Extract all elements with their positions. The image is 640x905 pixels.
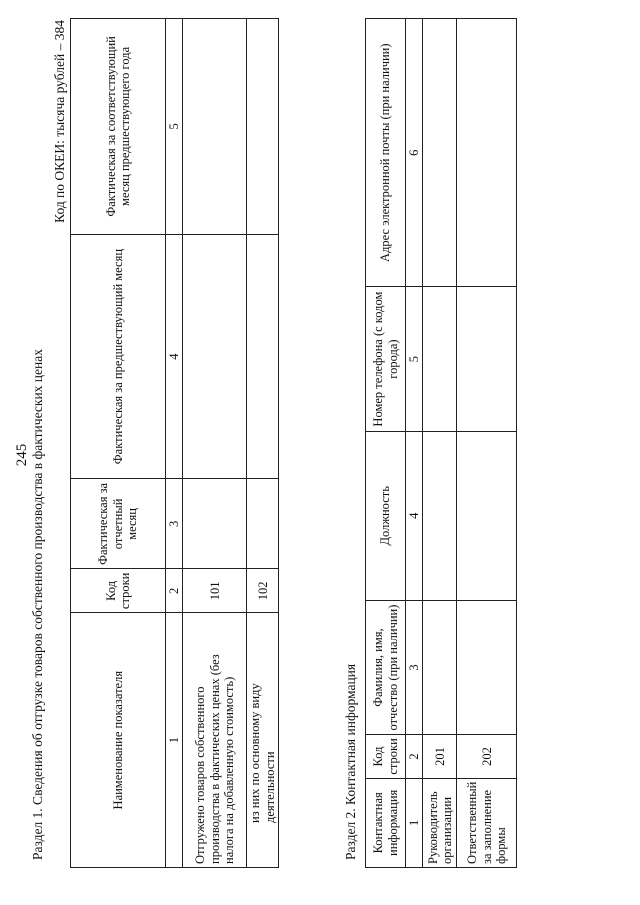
section1-header-row <box>71 19 166 868</box>
value-cell[interactable] <box>247 479 279 569</box>
value-cell[interactable] <box>457 19 517 287</box>
value-cell[interactable] <box>423 431 457 600</box>
section1-table <box>70 18 279 868</box>
section1-number-row <box>166 19 183 868</box>
okei-code: Код по ОКЕИ: тысяча рублей – 384 <box>52 20 67 223</box>
row-name: Ответственный за заполнение формы <box>457 778 517 867</box>
value-cell[interactable] <box>183 234 247 479</box>
header-row-code: Код строки <box>71 569 166 613</box>
header-contact-info: Контактная информация <box>366 778 406 867</box>
col-number: 3 <box>166 479 183 569</box>
table-row <box>457 19 517 868</box>
table-row <box>247 19 279 868</box>
header-position: Должность <box>366 431 406 600</box>
row-code: 201 <box>423 735 457 778</box>
header-actual-report-month: Фактическая за отчетный месяц <box>71 479 166 569</box>
col-number: 1 <box>166 613 183 868</box>
col-number: 2 <box>406 735 423 778</box>
header-email: Адрес электронной почты (при наличии) <box>366 19 406 287</box>
row-code: 102 <box>247 569 279 613</box>
section2-header-row <box>366 19 406 868</box>
row-code: 101 <box>183 569 247 613</box>
section2-title: Раздел 2. Контактная информация <box>343 663 358 860</box>
value-cell[interactable] <box>423 287 457 431</box>
row-name: из них по основному виду деятельности <box>247 613 279 868</box>
col-number: 5 <box>166 19 183 235</box>
col-number: 6 <box>406 19 423 287</box>
value-cell[interactable] <box>247 19 279 235</box>
header-full-name: Фамилия, имя, отчество (при наличии) <box>366 600 406 734</box>
value-cell[interactable] <box>423 600 457 734</box>
col-number: 1 <box>406 778 423 867</box>
page-number: 245 <box>14 443 30 467</box>
value-cell[interactable] <box>457 431 517 600</box>
value-cell[interactable] <box>183 19 247 235</box>
table-row <box>423 19 457 868</box>
col-number: 5 <box>406 287 423 431</box>
value-cell[interactable] <box>457 600 517 734</box>
rotated-page <box>10 10 630 900</box>
value-cell[interactable] <box>247 234 279 479</box>
table-row <box>183 19 247 868</box>
value-cell[interactable] <box>457 287 517 431</box>
col-number: 4 <box>406 431 423 600</box>
header-actual-same-month-last-year: Фактическая за соответствующий месяц предшествующего года <box>71 19 166 235</box>
value-cell[interactable] <box>423 19 457 287</box>
section2-table <box>365 18 517 868</box>
col-number: 4 <box>166 234 183 479</box>
row-name: Отгружено товаров собственного производства в фактических ценах (без налога на добавленную стоимость) <box>183 613 247 868</box>
row-code: 202 <box>457 735 517 778</box>
value-cell[interactable] <box>183 479 247 569</box>
section1-title: Раздел 1. Сведения об отгрузке товаров собственного производства в фактических ценах <box>30 349 45 860</box>
col-number: 2 <box>166 569 183 613</box>
col-number: 3 <box>406 600 423 734</box>
header-phone: Номер телефона (с кодом города) <box>366 287 406 431</box>
section2-number-row <box>406 19 423 868</box>
header-actual-previous-month: Фактическая за предшествующий месяц <box>71 234 166 479</box>
header-row-code: Код строки <box>366 735 406 778</box>
header-indicator-name: Наименование показателя <box>71 613 166 868</box>
row-name: Руководитель организации <box>423 778 457 867</box>
